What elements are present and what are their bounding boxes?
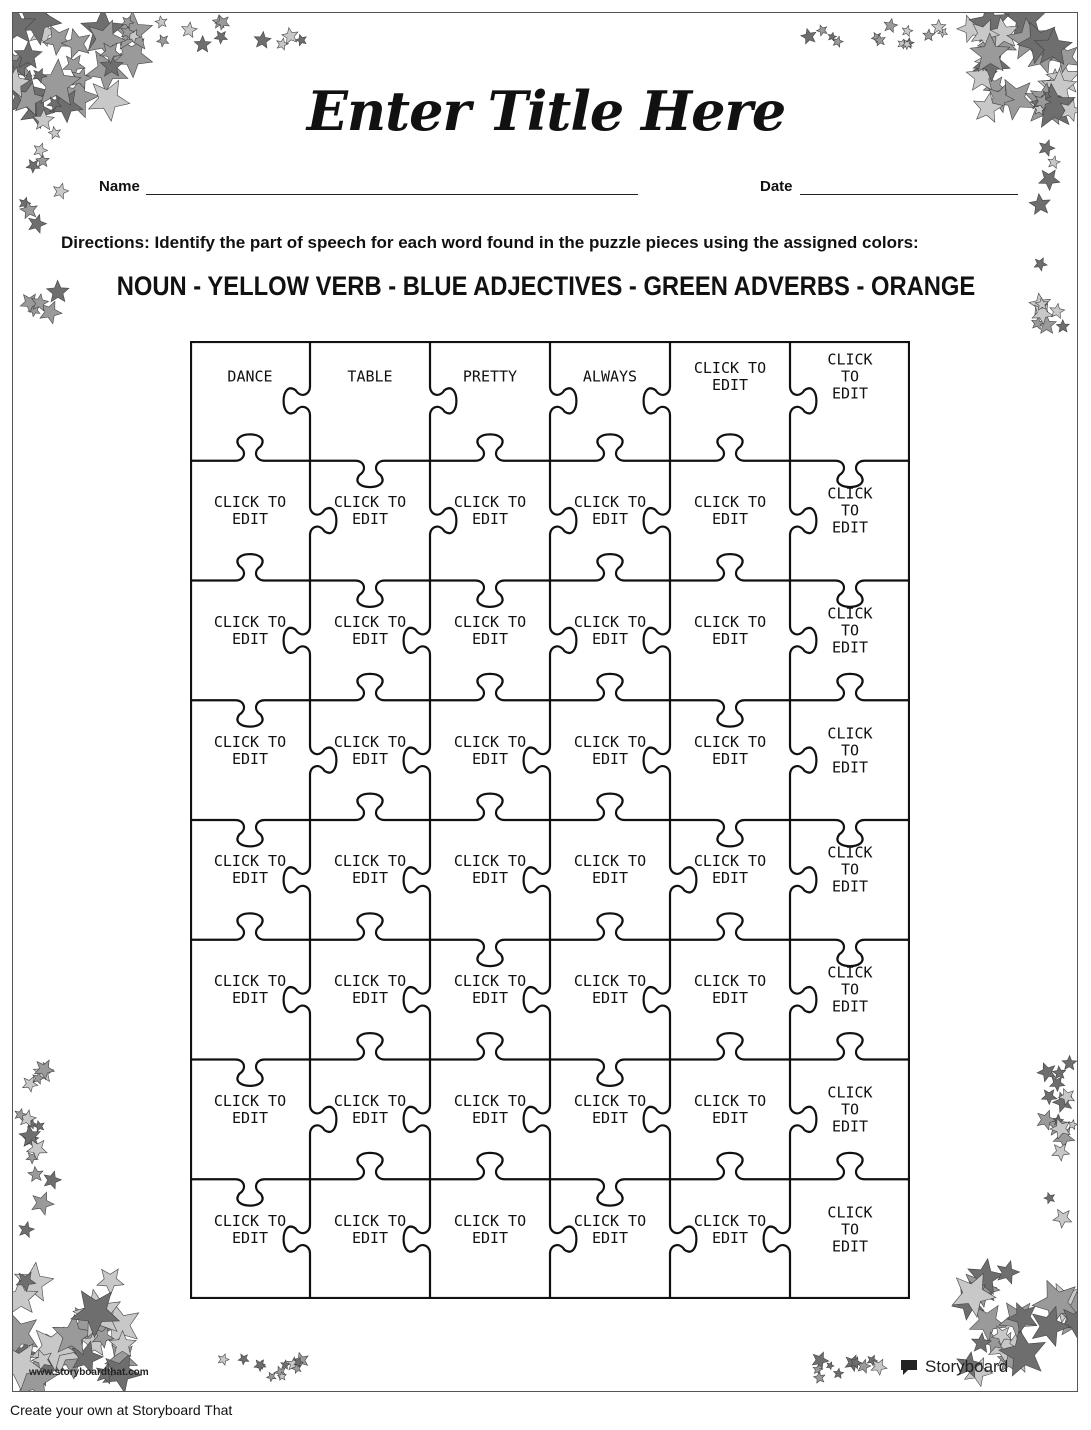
puzzle-edge (524, 700, 550, 820)
puzzle-edge (524, 940, 550, 1060)
puzzle-edge (190, 913, 310, 939)
star-icon (182, 22, 198, 37)
worksheet-title[interactable]: Enter Title Here (306, 79, 786, 143)
puzzle-piece-label[interactable]: CLICK TO EDIT (213, 732, 287, 768)
star-icon (1062, 1056, 1077, 1070)
star-icon (238, 1354, 249, 1365)
puzzle-piece-label[interactable]: CLICK TO EDIT (573, 972, 647, 1008)
puzzle-edge (670, 820, 696, 940)
puzzle-edge (670, 1179, 696, 1299)
puzzle-edge (790, 940, 816, 1060)
puzzle-piece-label[interactable]: CLICK TO EDIT (573, 732, 647, 768)
star-icon (997, 1261, 1019, 1284)
star-icon (871, 1359, 887, 1375)
puzzle-edge (284, 581, 310, 701)
star-icon (19, 1222, 34, 1238)
puzzle-piece-label[interactable]: ALWAYS (582, 367, 638, 386)
puzzle-edge (644, 700, 670, 820)
puzzle-edge (310, 674, 430, 700)
puzzle-edge (644, 461, 670, 581)
star-icon (155, 16, 167, 28)
puzzle-edge (790, 581, 816, 701)
star-icon (833, 36, 843, 47)
puzzle-edge (790, 461, 910, 487)
puzzle-edge (310, 700, 336, 820)
puzzle-edge (404, 940, 430, 1060)
puzzle-edge (284, 1179, 310, 1299)
puzzle-edge (310, 1060, 336, 1180)
puzzle-piece-label[interactable]: CLICK TO EDIT (213, 1211, 287, 1247)
puzzle-edge (550, 341, 576, 461)
puzzle-edge (670, 554, 790, 580)
puzzle-edge (524, 820, 550, 940)
star-icon (97, 1269, 124, 1295)
puzzle-edge (310, 461, 430, 487)
puzzle-piece-label[interactable]: CLICK TO EDIT (333, 732, 407, 768)
directions-text: Directions: Identify the part of speech for each word found in the puzzle pieces using the assigned colors: (61, 233, 919, 252)
name-line[interactable] (146, 194, 638, 195)
star-icon (29, 215, 47, 234)
puzzle-piece-label[interactable]: CLICK TO EDIT (453, 612, 527, 648)
puzzle-piece-label[interactable]: CLICK TO EDIT (693, 359, 767, 394)
star-icon (902, 26, 913, 37)
star-icon (812, 1352, 828, 1369)
puzzle-edge (550, 794, 670, 820)
puzzle-edge (430, 1033, 550, 1059)
puzzle-edge (310, 581, 430, 607)
puzzle-edge (550, 913, 670, 939)
puzzle-piece-label[interactable]: CLICK TO EDIT (453, 972, 527, 1008)
name-label: Name (99, 178, 140, 195)
puzzle-edge (190, 554, 310, 580)
star-icon (827, 1362, 834, 1370)
puzzle-piece-label[interactable]: CLICK TO EDIT (573, 852, 647, 888)
puzzle-edge (644, 1060, 670, 1180)
puzzle-edge (670, 820, 790, 846)
puzzle-edge (550, 1060, 670, 1086)
puzzle-piece-label[interactable]: CLICK TO EDIT (213, 1091, 287, 1127)
puzzle-piece-label[interactable]: CLICK TO EDIT (827, 1083, 873, 1136)
puzzle-outline (190, 341, 910, 1299)
puzzle-piece-label[interactable]: CLICK TO EDIT (213, 612, 287, 648)
star-icon (218, 1354, 229, 1365)
puzzle-edge (670, 1033, 790, 1059)
star-icon (923, 29, 935, 40)
star-icon (267, 1372, 276, 1381)
puzzle-edge (310, 794, 430, 820)
puzzle-edge (430, 674, 550, 700)
puzzle-edge (790, 940, 910, 966)
star-icon (834, 1368, 844, 1378)
puzzle-edge (550, 461, 576, 581)
puzzle-piece-label[interactable]: TABLE (347, 367, 393, 386)
puzzle-edge (790, 1153, 910, 1179)
color-legend: NOUN - YELLOW VERB - BLUE ADJECTIVES - GREEN ADVERBS - ORANGE (116, 271, 976, 301)
puzzle-edge (404, 581, 430, 701)
star-icon (34, 143, 48, 157)
puzzle-piece-label[interactable]: PRETTY (462, 367, 518, 386)
puzzle-piece-label[interactable]: CLICK TO EDIT (453, 493, 527, 529)
puzzle-edge (310, 1033, 430, 1059)
star-icon (1052, 1144, 1070, 1161)
puzzle-piece-label[interactable]: CLICK TO EDIT (693, 972, 767, 1008)
puzzle-piece-label[interactable]: CLICK TO EDIT (827, 604, 873, 657)
puzzle-edge (670, 1153, 790, 1179)
puzzle-edge (790, 581, 910, 607)
puzzle-piece-label[interactable]: CLICK TO EDIT (333, 1091, 407, 1127)
puzzle-piece-label[interactable]: CLICK TO EDIT (573, 1091, 647, 1127)
puzzle-edge (310, 461, 336, 581)
star-icon (254, 1360, 266, 1372)
puzzle-edge (644, 940, 670, 1060)
puzzle-piece-label[interactable]: CLICK TO EDIT (333, 493, 407, 529)
puzzle-piece-label[interactable]: CLICK TO EDIT (453, 732, 527, 768)
puzzle-edge (790, 674, 910, 700)
puzzle-edge (790, 1033, 910, 1059)
star-icon (1034, 258, 1047, 271)
date-line[interactable] (800, 194, 1018, 195)
puzzle-edge (644, 341, 670, 461)
puzzle-edge (430, 434, 550, 460)
star-icon (214, 31, 227, 44)
puzzle-piece-label[interactable]: CLICK TO EDIT (827, 1203, 873, 1256)
puzzle-edge (190, 700, 310, 726)
star-icon (1053, 1209, 1072, 1228)
star-icon (801, 29, 816, 44)
puzzle-piece-label[interactable]: CLICK TO EDIT (333, 852, 407, 888)
speech-bubble-icon (899, 1357, 919, 1377)
puzzle-edge (430, 461, 456, 581)
star-icon (1068, 1120, 1078, 1130)
date-label: Date (760, 178, 793, 195)
star-icon (194, 36, 211, 52)
puzzle-edge (404, 820, 430, 940)
puzzle-piece-label[interactable]: CLICK TO EDIT (693, 1211, 767, 1247)
puzzle-edge (190, 1060, 310, 1086)
jigsaw-puzzle (190, 341, 910, 1299)
create-your-own-link[interactable]: Create your own at Storyboard That (10, 1402, 233, 1418)
puzzle-edge (430, 794, 550, 820)
star-icon (44, 1171, 61, 1189)
puzzle-edge (310, 913, 430, 939)
puzzle-piece-label[interactable]: DANCE (227, 367, 273, 386)
star-icon (254, 32, 271, 49)
puzzle-edge (550, 554, 670, 580)
puzzle-piece-label[interactable]: CLICK TO EDIT (827, 724, 873, 777)
brand-name: Storyboard (925, 1357, 1009, 1376)
star-icon (1029, 194, 1050, 215)
puzzle-edge (670, 700, 790, 726)
puzzle-edge (550, 1179, 576, 1299)
star-icon (47, 280, 69, 301)
puzzle-edge (190, 1179, 310, 1205)
puzzle-edge (524, 1060, 550, 1180)
star-icon (32, 1192, 54, 1215)
puzzle-edge (764, 1179, 790, 1299)
puzzle-edge (644, 581, 670, 701)
puzzle-edge (404, 1060, 430, 1180)
puzzle-edge (790, 341, 816, 461)
puzzle-edge (284, 940, 310, 1060)
puzzle-edge (670, 913, 790, 939)
star-icon (1039, 170, 1060, 190)
star-icon (817, 25, 828, 36)
puzzle-piece-label[interactable]: CLICK TO EDIT (453, 1211, 527, 1247)
puzzle-edge (404, 700, 430, 820)
puzzle-edge (284, 341, 310, 461)
puzzle-edge (670, 434, 790, 460)
storyboard-brand[interactable] (899, 1357, 1008, 1377)
puzzle-edge (430, 581, 550, 607)
puzzle-piece-label[interactable]: CLICK TO EDIT (333, 612, 407, 648)
puzzle-piece-label[interactable]: CLICK TO EDIT (827, 963, 873, 1016)
puzzle-piece-label[interactable]: CLICK TO EDIT (693, 1091, 767, 1127)
puzzle-piece-label[interactable]: CLICK TO EDIT (827, 843, 873, 896)
puzzle-piece-label[interactable]: CLICK TO EDIT (827, 484, 873, 537)
puzzle-piece-label[interactable]: CLICK TO EDIT (693, 732, 767, 768)
footer-url[interactable]: www.storyboardthat.com (29, 1367, 149, 1378)
puzzle-edge (550, 1179, 670, 1205)
puzzle-edge (550, 434, 670, 460)
puzzle-piece-label[interactable]: CLICK TO EDIT (213, 493, 287, 529)
puzzle-piece-label[interactable]: CLICK TO EDIT (573, 493, 647, 529)
puzzle-edge (430, 1153, 550, 1179)
puzzle-piece-label[interactable]: CLICK TO EDIT (333, 972, 407, 1008)
puzzle-piece-label[interactable]: CLICK TO EDIT (573, 612, 647, 648)
puzzle-edge (284, 820, 310, 940)
star-icon (1048, 156, 1060, 168)
star-icon (1056, 320, 1069, 332)
puzzle-piece-label[interactable]: CLICK TO EDIT (333, 1211, 407, 1247)
worksheet-page (12, 12, 1078, 1392)
puzzle-edge (790, 461, 816, 581)
star-icon (1050, 1077, 1065, 1092)
star-icon (814, 1372, 825, 1383)
puzzle-edge (790, 820, 910, 846)
star-icon (34, 1121, 44, 1132)
puzzle-edge (430, 341, 456, 461)
star-icon (215, 15, 229, 29)
puzzle-piece-label[interactable]: CLICK TO EDIT (693, 852, 767, 888)
star-icon (1044, 1193, 1055, 1204)
puzzle-piece-label[interactable]: CLICK TO EDIT (693, 493, 767, 529)
puzzle-edge (190, 434, 310, 460)
puzzle-piece-label[interactable]: CLICK TO EDIT (573, 1211, 647, 1247)
star-icon (884, 19, 897, 33)
puzzle-edge (430, 940, 550, 966)
puzzle-piece-label[interactable]: CLICK TO EDIT (827, 350, 873, 403)
puzzle-edge (790, 820, 816, 940)
star-icon (296, 35, 307, 46)
puzzle-piece-label[interactable]: CLICK TO EDIT (213, 852, 287, 888)
puzzle-edge (190, 820, 310, 846)
puzzle-edge (404, 1179, 430, 1299)
puzzle-piece-label[interactable]: CLICK TO EDIT (693, 612, 767, 648)
puzzle-edge (550, 581, 576, 701)
puzzle-piece-label[interactable]: CLICK TO EDIT (453, 1091, 527, 1127)
puzzle-piece-label[interactable]: CLICK TO EDIT (453, 852, 527, 888)
puzzle-edge (550, 674, 670, 700)
star-icon (26, 160, 40, 173)
puzzle-edge (790, 1060, 816, 1180)
star-icon (157, 35, 169, 47)
puzzle-edge (310, 1153, 430, 1179)
puzzle-edge (790, 700, 816, 820)
star-icon (28, 1167, 43, 1182)
puzzle-piece-label[interactable]: CLICK TO EDIT (213, 972, 287, 1008)
star-icon (54, 183, 69, 199)
